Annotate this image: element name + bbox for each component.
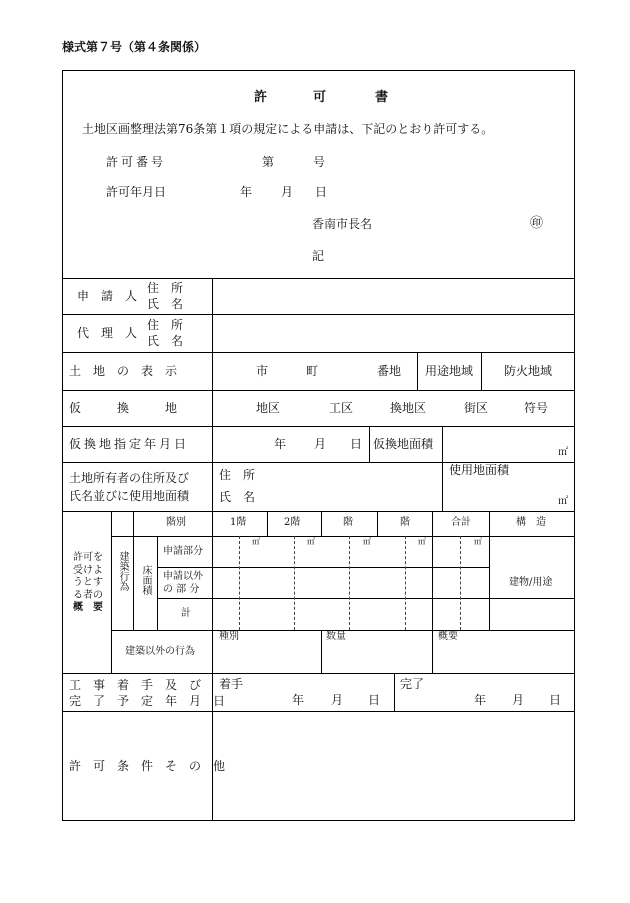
kari-chiku: 地区 bbox=[256, 401, 281, 415]
permit-form bbox=[62, 70, 575, 821]
land-machi: 町 bbox=[306, 364, 319, 378]
unit-kai-2: ㎡ bbox=[418, 537, 426, 546]
kari-label: 仮 換 地 bbox=[69, 401, 178, 415]
agent-name-label: 氏 名 bbox=[147, 334, 184, 348]
yuka-menseki: 床面積 bbox=[140, 565, 151, 595]
applicant-name-label: 氏 名 bbox=[147, 297, 184, 311]
owner-name-label: 氏 名 bbox=[219, 490, 256, 504]
owner-addr-label: 住 所 bbox=[219, 468, 256, 482]
unit-kai-1: ㎡ bbox=[363, 537, 371, 546]
start-tsuki: 月 bbox=[331, 693, 344, 707]
agent-label: 代 理 人 bbox=[77, 326, 138, 340]
col-total: 合計 bbox=[451, 517, 471, 528]
kari-gaiku: 街区 bbox=[464, 401, 489, 415]
youto-chiiki: 用途地域 bbox=[425, 364, 474, 378]
end-nen: 年 bbox=[474, 693, 487, 707]
row-total: 計 bbox=[181, 608, 191, 619]
title-2: 可 bbox=[313, 90, 327, 105]
kari-area-label: 仮換地面積 bbox=[373, 437, 434, 451]
form-id: 様式第７号（第４条関係） bbox=[62, 40, 207, 54]
permit-date-hi: 日 bbox=[315, 185, 328, 199]
start-nen: 年 bbox=[292, 693, 305, 707]
conditions-label: 許 可 条 件 そ の 他 bbox=[69, 759, 226, 773]
owner-label-2: 氏名並びに使用地面積 bbox=[69, 489, 190, 503]
permit-no-dai: 第 bbox=[262, 155, 275, 169]
kari-area-unit: ㎡ bbox=[558, 447, 568, 458]
applicant-label: 申 請 人 bbox=[77, 289, 138, 303]
gaiyou-label: 概要 bbox=[438, 631, 458, 642]
end-label: 完了 bbox=[400, 677, 425, 691]
owner-label-1: 土地所有者の住所及び bbox=[69, 471, 190, 485]
kari-date-hi: 日 bbox=[350, 437, 363, 451]
kari-date-nen: 年 bbox=[274, 437, 287, 451]
non-building-label: 建築以外の行為 bbox=[125, 646, 195, 657]
shubetsu-label: 種別 bbox=[219, 631, 239, 642]
end-hi: 日 bbox=[549, 693, 562, 707]
kari-date-label: 仮換地指定年月日 bbox=[69, 437, 190, 451]
land-display-label: 土 地 の 表 示 bbox=[69, 364, 178, 378]
permit-date-label: 許可年月日 bbox=[106, 185, 167, 199]
bouka-chiiki: 防火地域 bbox=[504, 364, 553, 378]
end-tsuki: 月 bbox=[512, 693, 525, 707]
land-banchi: 番地 bbox=[377, 364, 402, 378]
kari-fugou: 符号 bbox=[524, 401, 549, 415]
permit-no-label: 許可番号 bbox=[106, 155, 167, 169]
col-floor: 階別 bbox=[166, 517, 186, 528]
row-other-1: 申請以外 bbox=[163, 571, 203, 582]
permit-date-tsuki: 月 bbox=[281, 185, 294, 199]
construction-label-2: 完 了 予 定 年 月 日 bbox=[69, 694, 226, 708]
row-other-2: の 部 分 bbox=[163, 584, 200, 595]
start-hi: 日 bbox=[368, 693, 381, 707]
unit-total: ㎡ bbox=[474, 537, 482, 546]
applicant-addr-label: 住 所 bbox=[147, 281, 184, 295]
col-kai-1: 階 bbox=[343, 517, 353, 528]
start-label: 着手 bbox=[219, 677, 244, 691]
agent-addr-label: 住 所 bbox=[147, 318, 184, 332]
ki-label: 記 bbox=[312, 249, 325, 263]
permit-no-go: 号 bbox=[313, 155, 326, 169]
permit-date-nen: 年 bbox=[240, 185, 253, 199]
mayor-name: 香南市長名 bbox=[312, 217, 373, 231]
suuryou-label: 数量 bbox=[326, 631, 346, 642]
tatemono-youto: 建物/用途 bbox=[509, 577, 553, 588]
kari-kouku: 工区 bbox=[329, 401, 354, 415]
seal-mark: ㊞ bbox=[530, 216, 544, 231]
kenchiku-koui: 建築行為 bbox=[117, 551, 128, 591]
kari-kanchiku: 換地区 bbox=[390, 401, 427, 415]
row-applied: 申請部分 bbox=[163, 546, 203, 557]
title-1: 許 bbox=[254, 90, 268, 105]
col-2f: 2階 bbox=[284, 517, 301, 528]
overview-label: 許可を 受けよ うとす る者の 概 要 bbox=[73, 552, 103, 613]
owner-area-unit: ㎡ bbox=[558, 496, 568, 507]
owner-area-label: 使用地面積 bbox=[449, 463, 510, 477]
construction-label-1: 工 事 着 手 及 び bbox=[69, 678, 202, 692]
col-kai-2: 階 bbox=[400, 517, 410, 528]
unit-1f: ㎡ bbox=[252, 537, 260, 546]
title-3: 書 bbox=[375, 90, 389, 105]
unit-2f: ㎡ bbox=[307, 537, 315, 546]
land-shi: 市 bbox=[256, 364, 269, 378]
kari-date-tsuki: 月 bbox=[314, 437, 327, 451]
statement: 土地区画整理法第76条第１項の規定による申請は、下記のとおり許可する。 bbox=[82, 122, 494, 136]
col-1f: 1階 bbox=[230, 517, 247, 528]
col-kouzou: 構 造 bbox=[516, 517, 546, 528]
